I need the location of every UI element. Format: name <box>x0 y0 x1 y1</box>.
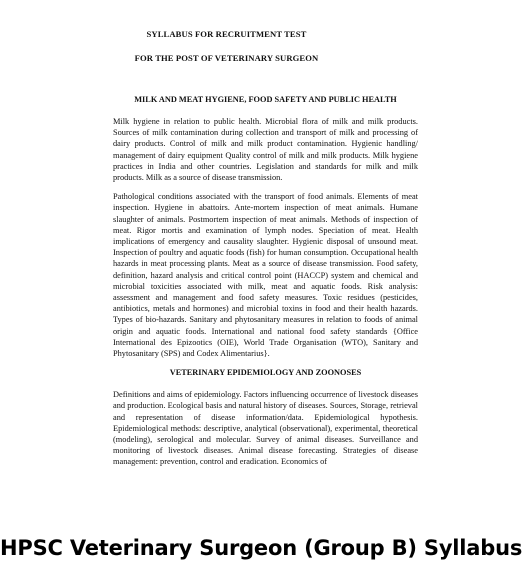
document-title: SYLLABUS FOR RECRUITMENT TEST <box>146 29 307 39</box>
paragraph-epidemiology: Definitions and aims of epidemiology. Factors influencing occurrence of livestock diseases and production. Ecological basis and natural history of diseases. Sources, Storage, retrieval and representation of disease information/data. Epidemiological hypothesis. Epidemiological methods: descriptive, analytical (observational), experimental, theoretical (modeling), serological and molecular. Survey of animal diseases. Surveillance and monitoring of livestock diseases. Animal disease forecasting. Strategies of disease management: prevention, control and eradication. Economics of <box>113 390 418 467</box>
section-heading: VETERINARY EPIDEMIOLOGY AND ZOONOSES <box>169 368 362 378</box>
document-body <box>113 94 418 468</box>
document-header <box>0 29 453 64</box>
caption-banner <box>0 530 522 566</box>
caption-text: HPSC Veterinary Surgeon (Group B) Syllabus <box>0 536 522 560</box>
section-heading: MILK AND MEAT HYGIENE, FOOD SAFETY AND PUBLIC HEALTH <box>134 95 397 104</box>
document-subtitle: FOR THE POST OF VETERINARY SURGEON <box>134 53 319 63</box>
section-milk-meat-hygiene <box>113 94 418 359</box>
paragraph-milk-hygiene: Milk hygiene in relation to public health. Microbial flora of milk and milk products. Sources of milk contamination during collection and transport of milk and processing of dairy products. Control of milk and milk product contamination. Hygienic handling/ management of dairy equipment Quality control of milk and milk products. Milk hygiene practices in India and other countries. Legislation and standards for milk and milk products. Milk as a source of disease transmission. <box>113 117 418 183</box>
paragraph-meat-inspection: Pathological conditions associated with the transport of food animals. Elements of meat inspection. Hygiene in abattoirs. Ante-mortem inspection of meat animals. Humane slaughter of animals. Postmortem inspection of meat animals. Methods of inspection of meat. Rigor mortis and examination of lymph nodes. Speciation of meat. Health implications of emergency and causality slaughter. Hygienic disposal of unsound meat. Inspection of poultry and aquatic foods (fish) for human consumption. Occupational health hazards in meat processing plants. Meat as a source of disease transmission. Food safety, definition, hazard analysis and critical control point (HACCP) system and chemical and microbial toxicities associated with milk, meat and aquatic foods. Risk analysis: assessment and management and food safety measures. Toxic residues (pesticides, antibiotics, metals and hormones) and microbial toxins in food and their health hazards. Types of bio-hazards. Sanitary and phytosanitary measures in relation to foods of animal origin and aquatic foods. International and national food safety standards {Office International des Epizootics (OIE), World Trade Organisation (WTO), Sanitary and Phytosanitary (SPS) and Codex Alimentarius}. <box>113 192 418 359</box>
section-epidemiology-zoonoses <box>113 367 418 467</box>
